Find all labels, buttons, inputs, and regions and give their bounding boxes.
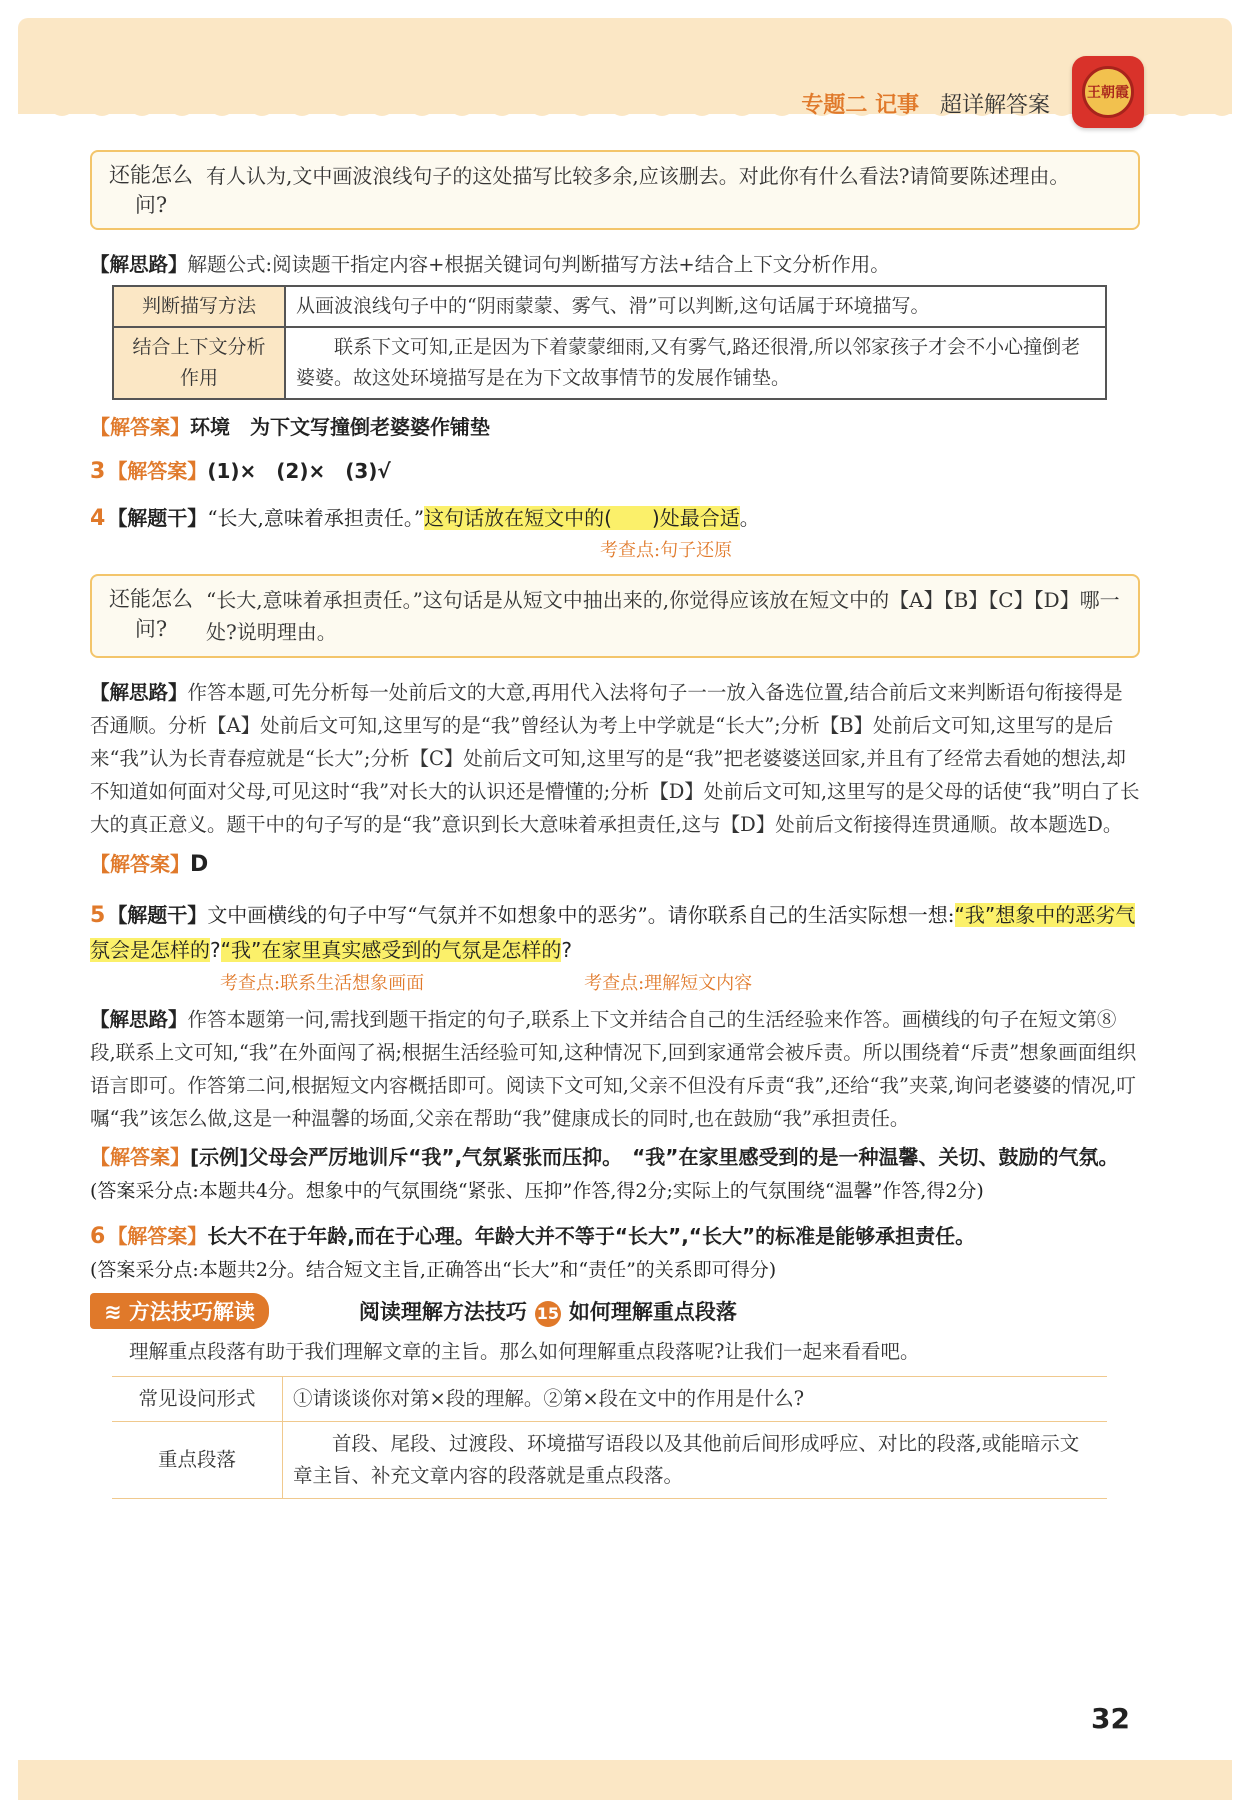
question-number: 5	[90, 903, 106, 928]
answer-tag: 【解答案】	[107, 459, 208, 483]
answer-text: (1)× (2)× (3)√	[207, 459, 391, 483]
approach-q4	[90, 676, 1140, 841]
method-title	[359, 1296, 737, 1327]
answer-text: 长大不在于年龄,而在于心理。年龄大并不等于“长大”,“长大”的标准是能够承担责任。	[207, 1224, 976, 1248]
ask-text: “长大,意味着承担责任。”这句话是从短文中抽出来的,你觉得应该放在短文中的【A】【B】【C】【D】哪一处?说明理由。	[206, 588, 1120, 644]
answer-q2	[90, 410, 1140, 444]
answer-tag: 【解答案】	[90, 415, 190, 439]
check-point: 考查点:联系生活想象画面	[220, 973, 425, 994]
stem-highlight: “我”在家里真实感受到的气氛是怎样的	[220, 938, 562, 962]
stem-text: “长大,意味着承担责任。”	[207, 506, 425, 530]
stem-end: 。	[739, 506, 760, 530]
approach-tag: 【解思路】	[90, 681, 188, 704]
table-row	[113, 286, 1106, 327]
question-number: 4	[90, 506, 106, 531]
table-value: 从画波浪线句子中的“阴雨蒙蒙、雾气、滑”可以判断,这句话属于环境描写。	[285, 286, 1106, 327]
table-row	[112, 1377, 1107, 1422]
header-subtitle: 超详解答案	[939, 93, 1050, 118]
method-badge-label: 方法技巧解读	[128, 1300, 255, 1324]
analysis-table	[112, 285, 1107, 400]
answer-q5	[90, 1141, 1140, 1208]
stem-tag: 【解题干】	[107, 506, 208, 530]
method-header	[90, 1293, 1140, 1329]
stem-highlight: 这句话放在短文中的( )处最合适	[424, 506, 740, 530]
question-number: 6	[90, 1224, 106, 1249]
answer-q3	[90, 454, 1140, 489]
answer-note: (答案采分点:本题共2分。结合短文主旨,正确答出“长大”和“责任”的关系即可得分)	[90, 1259, 777, 1281]
answer-tag: 【解答案】	[107, 1224, 208, 1248]
stem-q5	[90, 898, 1140, 967]
table-row	[113, 327, 1106, 399]
table-key: 结合上下文分析作用	[113, 327, 285, 399]
table-row	[112, 1422, 1107, 1499]
answer-text: 环境 为下文写撞倒老婆婆作铺垫	[190, 415, 490, 439]
header-title	[801, 88, 1050, 119]
method-title-post: 如何理解重点段落	[568, 1299, 737, 1324]
table-key: 常见设问形式	[112, 1377, 283, 1422]
approach-q2	[90, 248, 1140, 281]
page-number: 32	[1091, 1702, 1130, 1735]
method-title-pre: 阅读理解方法技巧	[358, 1299, 527, 1324]
table-key: 重点段落	[112, 1422, 283, 1499]
check-point: 考查点:理解短文内容	[584, 973, 753, 994]
approach-text: 解题公式:阅读题干指定内容+根据关键词句判断描写方法+结合上下文分析作用。	[187, 253, 890, 276]
brand-logo	[1072, 56, 1144, 128]
answer-text: [示例]父母会严厉地训斥“我”,气氛紧张而压抑。 “我”在家里感受到的是一种温馨、关切、鼓励的气氛。	[190, 1145, 1119, 1169]
approach-tag: 【解思路】	[90, 1008, 188, 1031]
section-title: 专题二 记事	[801, 93, 919, 118]
answer-note: (答案采分点:本题共4分。想象中的气氛围绕“紧张、压抑”作答,得2分;实际上的气氛围绕“温馨”作答,得2分)	[90, 1180, 984, 1202]
footer-band	[18, 1760, 1232, 1800]
logo-emblem-icon: 王朝霞	[1082, 66, 1134, 118]
stem-text: 文中画横线的句子中写“气氛并不如想象中的恶劣”。请你联系自己的生活实际想一想:	[207, 903, 955, 927]
main-content	[90, 150, 1140, 1499]
ask-box-q4	[90, 574, 1140, 658]
stem-highlight: “我”想象中的恶劣气氛会是怎样的	[90, 903, 1136, 962]
ask-box-q2	[90, 150, 1140, 230]
method-table	[112, 1376, 1107, 1499]
stem-mid: ?	[210, 938, 221, 962]
method-badge: ≋ 方法技巧解读	[90, 1293, 269, 1329]
ask-label: 还能怎么问?	[109, 163, 193, 217]
table-value: 联系下文可知,正是因为下着蒙蒙细雨,又有雾气,路还很滑,所以邻家孩子才会不小心撞倒老婆婆。故这处环境描写是在为下文故事情节的发展作铺垫。	[285, 327, 1106, 399]
table-value: ①请谈谈你对第×段的理解。②第×段在文中的作用是什么?	[283, 1377, 1108, 1422]
stem-q4	[90, 501, 1140, 536]
answer-q6	[90, 1220, 1140, 1287]
method-number-badge: 15	[535, 1301, 561, 1327]
check-point: 考查点:句子还原	[600, 540, 733, 561]
ask-text: 有人认为,文中画波浪线句子的这处描写比较多余,应该删去。对此你有什么看法?请简要陈述理由。	[206, 164, 1070, 188]
approach-text: 作答本题,可先分析每一处前后文的大意,再用代入法将句子一一放入备选位置,结合前后文来判断语句衔接得是否通顺。分析【A】处前后文可知,这里写的是“我”曾经认为考上中学就是“长大”;分析【B】处前后文可知,这里写的是后来“我”认为长青春痘就是“长大”;分析【C】处前后文可知,这里写的是“我”把老婆婆送回家,并且有了经常去看她的想法,却不知道如何面对父母,可见这时“我”对长大的认识还是懵懂的;分析【D】处前后文可知,这里写的是父母的话使“我”明白了长大的真正意义。题干中的句子写的是“我”意识到长大意味着承担责任,这与【D】处前后文衔接得连贯通顺。故本题选D。	[90, 681, 1140, 836]
answer-tag: 【解答案】	[90, 852, 190, 876]
answer-q4	[90, 847, 1140, 882]
check-points-q5	[90, 969, 1140, 995]
method-intro: 理解重点段落有助于我们理解文章的主旨。那么如何理解重点段落呢?让我们一起来看看吧。	[129, 1340, 920, 1363]
answer-text: D	[190, 852, 209, 877]
table-key: 判断描写方法	[113, 286, 285, 327]
approach-text: 作答本题第一问,需找到题干指定的句子,联系上下文并结合自己的生活经验来作答。画横线的句子在短文第⑧段,联系上文可知,“我”在外面闯了祸;根据生活经验可知,这种情况下,回到家通常会被斥责。所以围绕着“斥责”想象画面组织语言即可。作答第二问,根据短文内容概括即可。阅读下文可知,父亲不但没有斥责“我”,还给“我”夹菜,询问老婆婆的情况,叮嘱“我”该怎么做,这是一种温馨的场面,父亲在帮助“我”健康成长的同时,也在鼓励“我”承担责任。	[90, 1008, 1137, 1130]
ask-label: 还能怎么问?	[109, 587, 193, 641]
stem-end: ?	[561, 938, 572, 962]
answer-tag: 【解答案】	[90, 1145, 190, 1169]
approach-q5	[90, 1003, 1140, 1135]
question-number: 3	[90, 459, 106, 484]
stem-tag: 【解题干】	[107, 903, 208, 927]
approach-tag: 【解思路】	[90, 253, 188, 276]
table-value: 首段、尾段、过渡段、环境描写语段以及其他前后间形成呼应、对比的段落,或能暗示文章主旨、补充文章内容的段落就是重点段落。	[283, 1422, 1108, 1499]
